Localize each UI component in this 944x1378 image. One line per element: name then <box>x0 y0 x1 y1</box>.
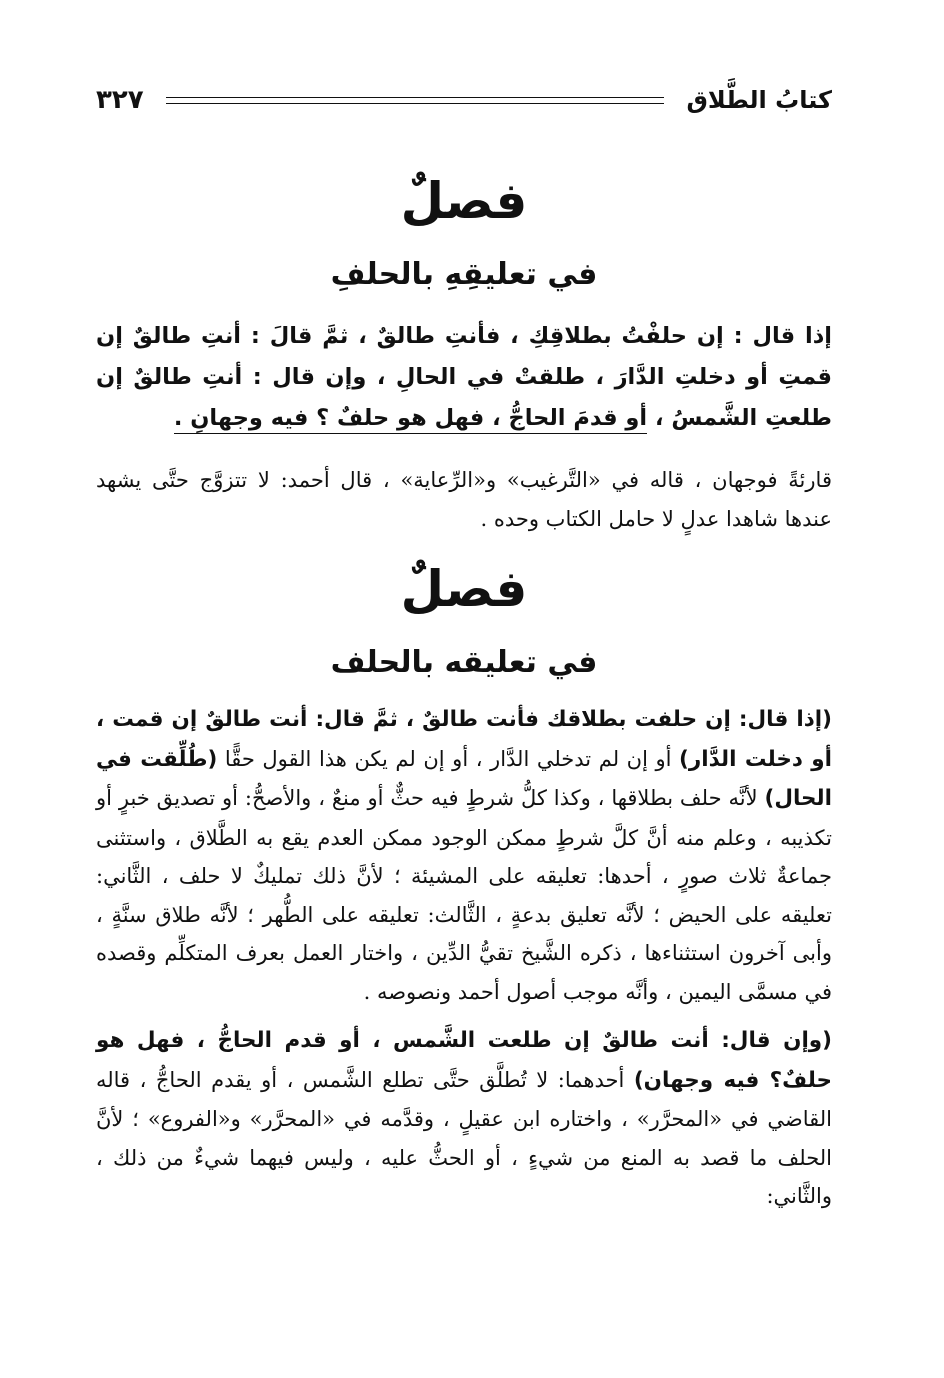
commentary-text: أو إن لم تدخلي الدَّار ، أو إن لم يكن هذا القول حقًّا <box>217 746 680 771</box>
section-subheading-2: في تعليقه بالحلف <box>330 645 598 680</box>
page-number: ٣٢٧ <box>96 85 144 115</box>
commentary-text: أحدهما: لا تُطلَّق حتَّى تطلع الشَّمس ، أو يقدم الحاجُّ ، قاله القاضي في «المحرَّر» ، واختاره ابن عقيلٍ ، وقدَّمه في «المحرَّر» و«الفروع» ؛ لأنَّ الحلف ما قصد به المنع من شيءٍ ، أو الحثُّ عليه ، وليس فيهما شيءٌ من ذلك ، والثَّاني: <box>96 1067 832 1208</box>
footnote-text: قارئةً فوجهان ، قاله في «التَّرغيب» و«الرِّعاية» ، قال أحمد: لا تتزوَّج حتَّى يشهد عندها شاهدا عدلٍ لا حامل الكتاب وحده . <box>96 468 832 531</box>
commentary-paragraph-1 <box>96 700 832 1011</box>
matn-quote: (طُلِّقت في الحال) <box>96 746 832 811</box>
matn-quote: (وإن قال: أنت طالقٌ إن طلعت الشَّمس ، أو قدم الحاجُّ ، فهل هو حلفٌ؟ فيه وجهان) <box>96 1028 832 1093</box>
section-heading-2: فصلٌ <box>400 560 528 618</box>
matn-text <box>96 316 832 439</box>
page-header <box>96 82 832 118</box>
matn-quote: (إذا قال: إن حلفت بطلاقك فأنت طالقٌ ، ثمَّ قال: أنت طالقٌ إن قمت ، أو دخلت الدَّار) <box>96 707 832 772</box>
header-rule <box>166 97 665 104</box>
section-heading: فصلٌ <box>400 172 528 230</box>
section-subheading: في تعليقِهِ بالحلفِ <box>330 257 598 292</box>
matn-underlined: أو قدمَ الحاجُّ ، فهل هو حلفٌ ؟ فيه وجهانِ . <box>174 405 647 434</box>
running-title: كتابُ الطَّلاق <box>686 86 832 114</box>
commentary-paragraph-2 <box>96 1021 832 1216</box>
commentary-text: لأنَّه حلف بطلاقها ، وكذا كلُّ شرطٍ فيه حثٌّ أو منعٌ ، والأصحُّ: أو تصديق خبرٍ أو تكذيبه ، وعلم منه أنَّ كلَّ شرطٍ ممكن الوجود ممكن العدم يقع به الطَّلاق ، واستثنى جماعةٌ ثلاث صورٍ ، أحدها: تعليقه على المشيئة ؛ لأنَّ ذلك تمليكٌ لا حلف ، الثَّاني: تعليقه على الحيض ؛ لأنَّه تعليق بدعةٍ ، الثَّالث: تعليقه على الطُّهر ؛ لأنَّه طلاق سنَّةٍ ، وأبى آخرون استثناءها ، ذكره الشَّيخ تقيُّ الدِّين ، واختار العمل بعرف المتكلِّم وقصده في مسمَّى اليمين ، وأنَّه موجب أصول أحمد ونصوصه . <box>96 786 832 1004</box>
matn-main: إذا قال : إن حلفْتُ بطلاقِكِ ، فأنتِ طالقٌ ، ثمَّ قالَ : أنتِ طالقٌ إن قمتِ أو دخلتِ الدَّارَ ، طلقتْ في الحالِ ، وإن قال : أنتِ طالقٌ إن طلعتِ الشَّمسُ ، <box>96 323 832 431</box>
